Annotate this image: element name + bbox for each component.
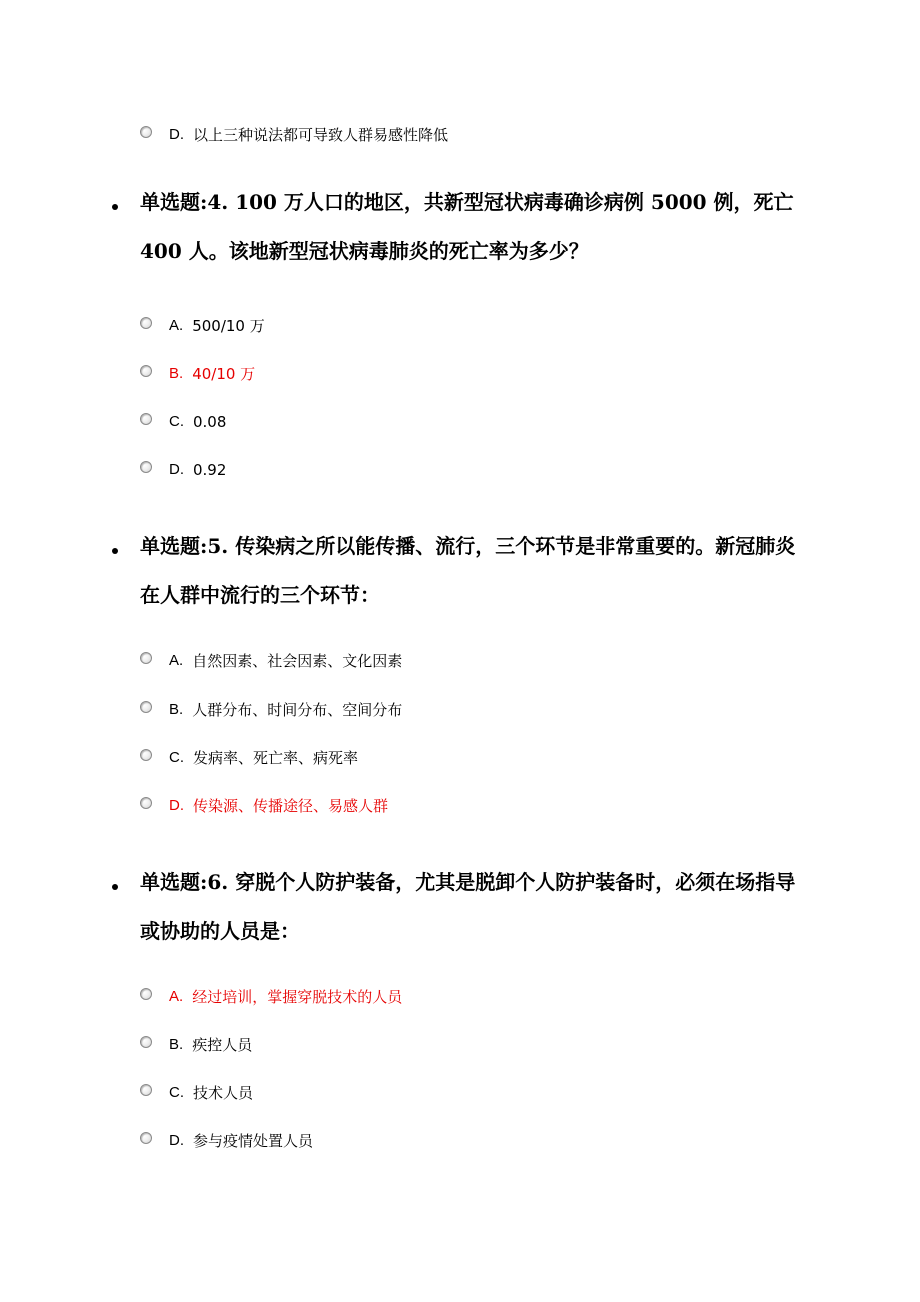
option-prev-d[interactable] xyxy=(140,122,448,148)
option-letter: B. xyxy=(169,701,184,718)
option-letter: C. xyxy=(169,749,184,766)
bullet-icon xyxy=(112,204,118,210)
option-q5-c[interactable] xyxy=(140,745,358,771)
question-text: 单选题:6. 穿脱个人防护装备，尤其是脱卸个人防护装备时，必须在场指导或协助的人员是： xyxy=(140,870,796,943)
option-letter: A. xyxy=(169,988,184,1005)
option-letter: D. xyxy=(169,461,184,478)
option-text: 技术人员 xyxy=(193,1084,254,1102)
option-text: 传染源、传播途径、易感人群 xyxy=(193,797,389,815)
radio-button[interactable] xyxy=(140,749,152,761)
option-text: 疾控人员 xyxy=(192,1036,253,1054)
radio-button[interactable] xyxy=(140,1036,152,1048)
option-text: 500/10 万 xyxy=(192,317,265,335)
option-letter: D. xyxy=(169,126,184,143)
radio-button[interactable] xyxy=(140,797,152,809)
option-q5-a[interactable] xyxy=(140,648,402,674)
radio-button[interactable] xyxy=(140,365,152,377)
option-letter: D. xyxy=(169,797,184,814)
option-q4-d[interactable] xyxy=(140,457,226,483)
option-text: 40/10 万 xyxy=(192,365,256,383)
option-letter: C. xyxy=(169,1084,184,1101)
radio-button[interactable] xyxy=(140,317,152,329)
question-text: 单选题:5. 传染病之所以能传播、流行，三个环节是非常重要的。新冠肺炎在人群中流行的三个环节： xyxy=(140,534,796,607)
option-letter: B. xyxy=(169,365,184,382)
option-text: 人群分布、时间分布、空间分布 xyxy=(192,701,403,719)
option-q5-b[interactable] xyxy=(140,697,402,723)
option-q6-b[interactable] xyxy=(140,1032,252,1058)
option-q4-b[interactable] xyxy=(140,361,255,387)
option-q6-a[interactable] xyxy=(140,984,402,1010)
option-text: 0.08 xyxy=(193,413,227,431)
radio-button[interactable] xyxy=(140,652,152,664)
option-q6-c[interactable] xyxy=(140,1080,253,1106)
bullet-icon xyxy=(112,884,118,890)
option-letter: C. xyxy=(169,413,184,430)
option-q4-a[interactable] xyxy=(140,313,265,339)
option-letter: A. xyxy=(169,317,184,334)
option-letter: D. xyxy=(169,1132,184,1149)
radio-button[interactable] xyxy=(140,1084,152,1096)
radio-button[interactable] xyxy=(140,1132,152,1144)
option-text: 参与疫情处置人员 xyxy=(193,1132,314,1150)
option-letter: B. xyxy=(169,1036,184,1053)
option-text: 发病率、死亡率、病死率 xyxy=(193,749,359,767)
radio-button[interactable] xyxy=(140,413,152,425)
radio-button[interactable] xyxy=(140,988,152,1000)
option-q5-d[interactable] xyxy=(140,793,388,819)
radio-button[interactable] xyxy=(140,461,152,473)
option-q6-d[interactable] xyxy=(140,1128,313,1154)
question-text: 单选题:4. 100 万人口的地区，共新型冠状病毒确诊病例 5000 例，死亡 400 人。该地新型冠状病毒肺炎的死亡率为多少？ xyxy=(140,190,794,263)
option-text: 经过培训，掌握穿脱技术的人员 xyxy=(192,988,403,1006)
option-text: 以上三种说法都可导致人群易感性降低 xyxy=(193,126,449,144)
radio-button[interactable] xyxy=(140,126,152,138)
option-letter: A. xyxy=(169,652,184,669)
option-text: 0.92 xyxy=(193,461,227,479)
radio-button[interactable] xyxy=(140,701,152,713)
option-q4-c[interactable] xyxy=(140,409,226,435)
option-text: 自然因素、社会因素、文化因素 xyxy=(192,652,403,670)
bullet-icon xyxy=(112,548,118,554)
